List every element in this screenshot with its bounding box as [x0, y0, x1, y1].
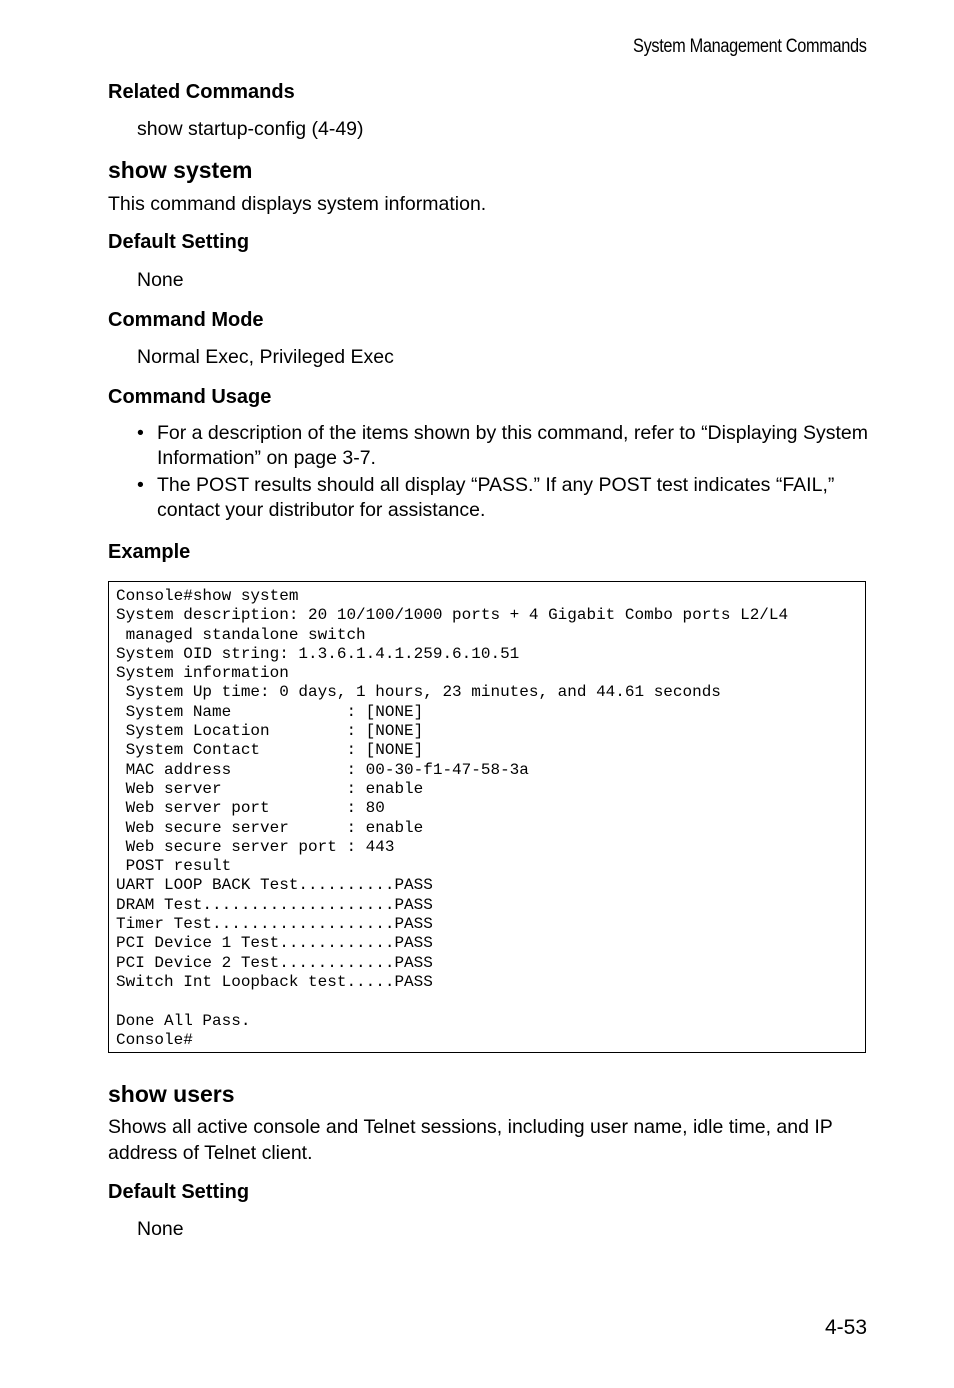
list-item: • For a description of the items shown by this command, refer to “Displaying System Information” on page 3-7.	[137, 422, 868, 469]
related-commands-heading: Related Commands	[108, 81, 295, 103]
example-code-box	[108, 581, 866, 1053]
show-system-description: This command displays system information.	[108, 193, 487, 215]
command-mode-value: Normal Exec, Privileged Exec	[137, 346, 394, 368]
show-users-title: show users	[108, 1081, 235, 1107]
example-heading: Example	[108, 541, 191, 563]
example-code: Console#show system System description: 20 10/100/1000 ports + 4 Gigabit Combo ports L2/L4 managed standalone switch System OID string: 1.3.6.1.4.1.259.6.10.51 System information System Up time: 0 days, 1 hours, 23 minutes, and 44.61 seconds System Name : [NONE] System Location : [NONE] System Contact : [NONE] MAC address : 00-30-f1-47-58-3a Web server : enable Web server port : 80 Web secure server : enable Web secure server port : 443 POST result UART LOOP BACK Test..........PASS DRAM Test....................PASS Timer Test...................PASS PCI Device 1 Test............PASS PCI Device 2 Test............PASS Switch Int Loopback test.....PASS Done All Pass. Console#	[116, 587, 789, 1049]
command-usage-list	[137, 421, 872, 525]
show-system-title: show system	[108, 157, 253, 183]
related-command-item: show startup-config (4-49)	[137, 118, 364, 140]
list-item: • The POST results should all display “PASS.” If any POST test indicates “FAIL,” contact your distributor for assistance.	[137, 474, 835, 521]
page-number: 4-53	[824, 1316, 867, 1339]
show-users-default-setting-heading: Default Setting	[108, 1181, 250, 1203]
show-users-description: Shows all active console and Telnet sessions, including user name, idle time, and IP address of Telnet client.	[108, 1116, 833, 1164]
default-setting-heading: Default Setting	[108, 231, 250, 253]
command-mode-heading: Command Mode	[108, 309, 264, 331]
default-setting-value: None	[137, 269, 184, 291]
running-header: System Management Commands	[633, 36, 867, 57]
command-usage-heading: Command Usage	[108, 386, 272, 408]
show-users-default-setting-value: None	[137, 1218, 184, 1240]
